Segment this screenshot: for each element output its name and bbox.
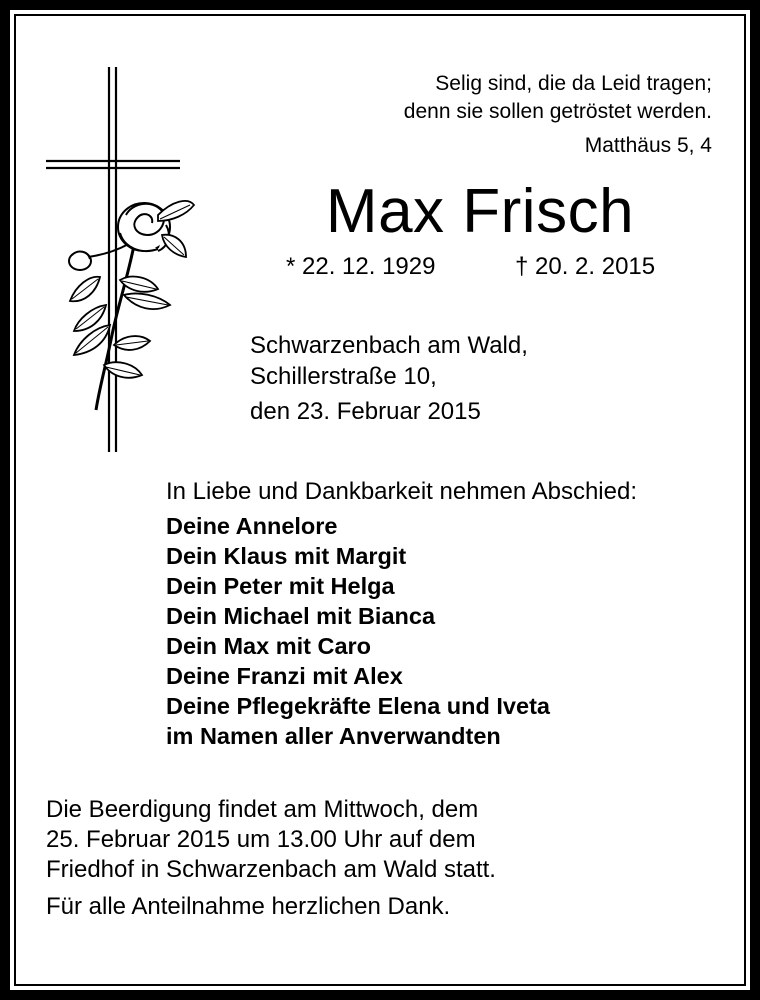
funeral-notice xyxy=(46,795,496,922)
funeral-line-1: Die Beerdigung findet am Mittwoch, dem xyxy=(46,796,479,823)
bible-verse xyxy=(300,70,712,160)
mourner-item: Deine Franzi mit Alex xyxy=(166,663,403,689)
announcement-date: den 23. Februar 2015 xyxy=(250,398,481,425)
verse-reference: Matthäus 5, 4 xyxy=(584,134,712,157)
cross-with-rose-icon xyxy=(40,65,200,455)
death-date: † 20. 2. 2015 xyxy=(515,253,656,280)
mourner-item: im Namen aller Anverwandten xyxy=(166,723,501,749)
address-line-1: Schwarzenbach am Wald, xyxy=(250,332,528,359)
deceased-name: Max Frisch xyxy=(325,177,635,246)
funeral-line-3: Friedhof in Schwarzenbach am Wald statt. xyxy=(46,856,496,883)
thanks-line: Für alle Anteilnahme herzlichen Dank. xyxy=(46,893,451,920)
birth-date: * 22. 12. 1929 xyxy=(286,253,436,280)
mourner-item: Dein Klaus mit Margit xyxy=(166,543,407,569)
verse-line-1: Selig sind, die da Leid tragen; xyxy=(435,72,712,95)
mourner-item: Deine Pflegekräfte Elena und Iveta xyxy=(166,693,550,719)
verse-line-2: denn sie sollen getröstet werden. xyxy=(403,100,712,123)
mourner-item: Dein Max mit Caro xyxy=(166,633,372,659)
mourner-item: Dein Michael mit Bianca xyxy=(166,603,436,629)
address-block xyxy=(250,330,528,427)
address-line-2: Schillerstraße 10, xyxy=(250,363,437,390)
farewell-intro: In Liebe und Dankbarkeit nehmen Abschied: xyxy=(166,478,637,505)
mourner-item: Dein Peter mit Helga xyxy=(166,573,395,599)
mourner-item: Deine Annelore xyxy=(166,513,338,539)
funeral-line-2: 25. Februar 2015 um 13.00 Uhr auf dem xyxy=(46,826,476,853)
mourner-list xyxy=(166,511,550,751)
